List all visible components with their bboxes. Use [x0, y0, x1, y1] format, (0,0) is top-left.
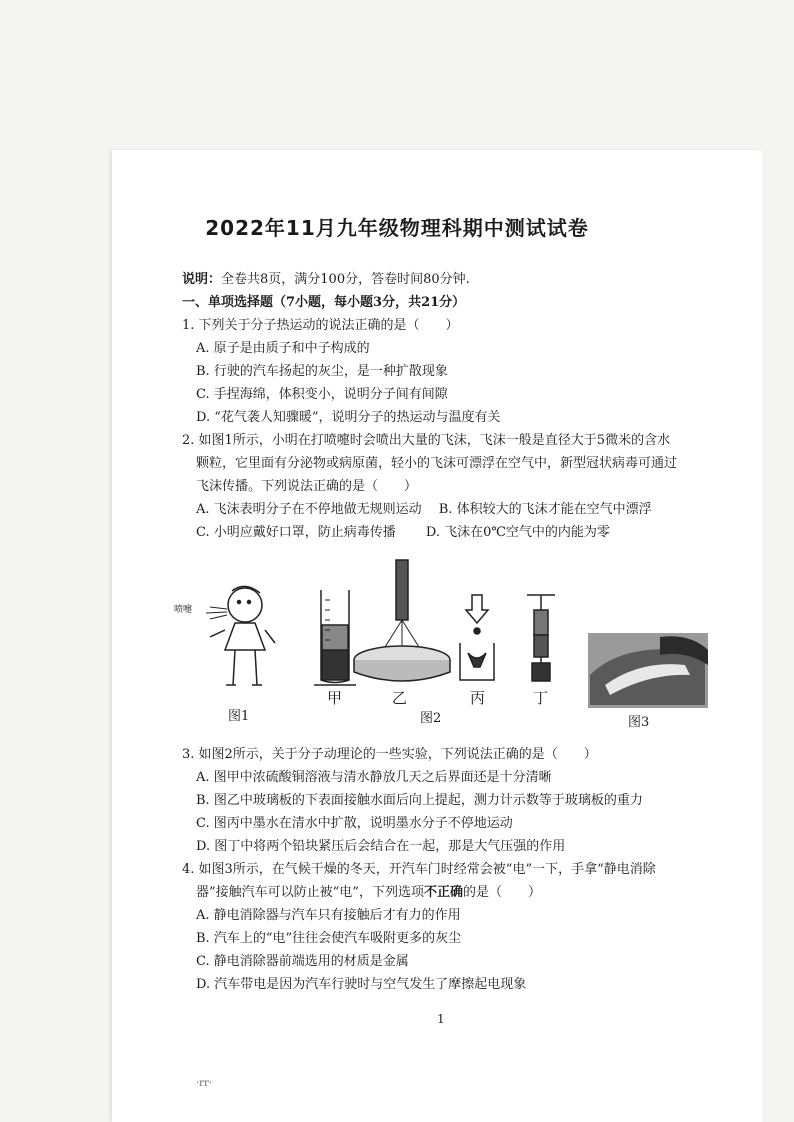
figure-3-caption: 图3	[628, 715, 650, 730]
figure-2-bing-beaker	[460, 595, 494, 680]
label-yi: 乙	[392, 689, 408, 707]
question-4-line-1: 4. 如图3所示，在气候干燥的冬天，开汽车门时经常会被“电”一下，手拿“静电消除	[182, 862, 656, 877]
question-2-line-3: 飞沫传播。下列说法正确的是（ ）	[196, 479, 418, 494]
question-3-option-d: D. 图丁中将两个铅块紧压后会结合在一起，那是大气压强的作用	[196, 839, 566, 854]
label-ding: 丁	[533, 689, 549, 707]
figure-2-ding-lead-blocks	[527, 595, 555, 681]
figure-2-jia-cylinder	[314, 590, 356, 685]
question-4-line-2-post: 的是（ ）	[462, 885, 541, 900]
question-3-option-c: C. 图丙中墨水在清水中扩散，说明墨水分子不停地运动	[196, 816, 513, 831]
question-4-option-b: B. 汽车上的“电”往往会使汽车吸附更多的灰尘	[196, 931, 462, 946]
sneeze-label: 喷嚏	[174, 605, 193, 615]
question-4-option-c: C. 静电消除器前端选用的材质是金属	[196, 954, 409, 969]
instructions	[182, 268, 470, 287]
question-4-emphasis: 不正确	[423, 885, 463, 900]
question-4-line-2	[196, 881, 541, 900]
question-3-stem: 3. 如图2所示，关于分子动理论的一些实验，下列说法正确的是（ ）	[182, 747, 597, 762]
figures-illustration	[180, 555, 720, 730]
question-2-options-ab: A. 飞沫表明分子在不停地做无规则运动 B. 体积较大的飞沫才能在空气中漂浮	[196, 502, 652, 517]
question-4-line-2-pre: 器”接触汽车可以防止被“电”，下列选项	[196, 885, 424, 900]
instructions-text: 全卷共8页，满分100分，答卷时间80分钟.	[221, 272, 470, 287]
section-heading: 一、单项选择题（7小题，每小题3分，共21分）	[182, 295, 466, 310]
page-number: 1	[437, 1012, 445, 1026]
instructions-label: 说明：	[182, 272, 222, 287]
question-1-option-d: D. “花气袭人知骤暖”，说明分子的热运动与温度有关	[196, 410, 501, 425]
question-1-option-b: B. 行驶的汽车扬起的灰尘，是一种扩散现象	[196, 364, 448, 379]
question-1-option-a: A. 原子是由质子和中子构成的	[196, 341, 370, 356]
label-bing: 丙	[470, 689, 486, 707]
label-jia: 甲	[327, 689, 343, 707]
footer-mark: ·rr·	[196, 1078, 212, 1089]
question-1-option-c: C. 手捏海绵，体积变小，说明分子间有间隙	[196, 387, 448, 402]
figure-3-photo	[588, 633, 708, 708]
figure-2-caption: 图2	[420, 711, 442, 726]
question-2-options-cd: C. 小明应戴好口罩，防止病毒传播 D. 飞沫在0℃空气中的内能为零	[196, 525, 610, 540]
question-1-stem: 1. 下列关于分子热运动的说法正确的是（ ）	[182, 318, 459, 333]
page-title: 2022年11月九年级物理科期中测试试卷	[205, 216, 589, 240]
figure-2-yi-spring-scale	[354, 560, 450, 681]
question-2-line-1: 2. 如图1所示，小明在打喷嚏时会喷出大量的飞沫，飞沫一般是直径大于5微米的含水	[182, 433, 671, 448]
question-4-option-a: A. 静电消除器与汽车只有接触后才有力的作用	[196, 908, 461, 923]
figure-area	[174, 555, 720, 730]
question-3-option-a: A. 图甲中浓硫酸铜溶液与清水静放几天之后界面还是十分清晰	[196, 770, 552, 785]
figure-1-caption: 图1	[228, 709, 250, 724]
question-4-option-d: D. 汽车带电是因为汽车行驶时与空气发生了摩擦起电现象	[196, 977, 527, 992]
question-2-line-2: 颗粒，它里面有分泌物或病原菌，轻小的飞沫可漂浮在空气中，新型冠状病毒可通过	[196, 456, 678, 471]
figure-1-child-drawing	[206, 586, 275, 685]
question-3-option-b: B. 图乙中玻璃板的下表面接触水面后向上提起，测力计示数等于玻璃板的重力	[196, 793, 643, 808]
